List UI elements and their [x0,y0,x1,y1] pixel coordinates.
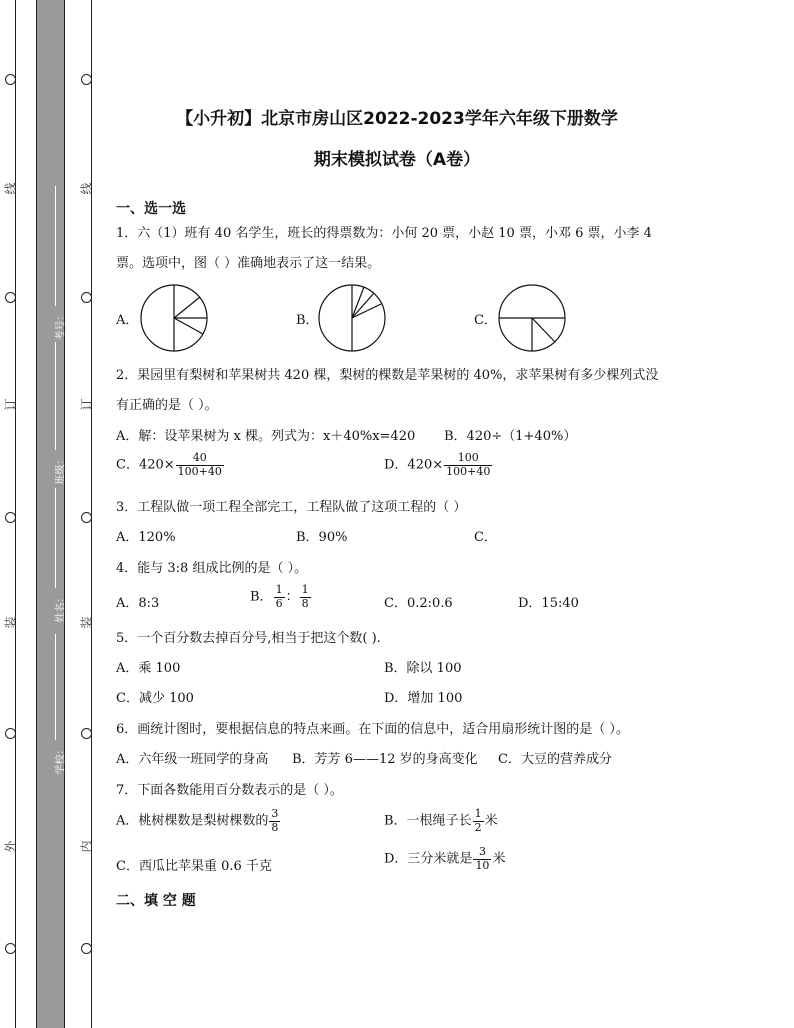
margin-label-xian-outer: 线 [3,182,18,195]
question-1-line-1: 1．六（1）班有 40 名学生，班长的得票数为：小何 20 票，小赵 10 票，小邓 6 票，小李 4 [116,226,652,241]
field-label-class: 班级： [55,454,67,485]
q2-option-d-fraction [444,452,492,478]
q2-option-a: A．解：设苹果树为 x 棵。列式为：x＋40%x=420 [116,429,416,444]
fraction-denominator: 10 [475,858,490,872]
q1-pie-chart-a [139,283,209,353]
q3-option-c: C． [474,530,497,545]
q1-option-c-label: C． [474,313,497,328]
q7-option-c: C．西瓜比苹果重 0.6 千克 [116,859,272,874]
margin-label-xian-inner: 线 [79,182,94,195]
fraction-numerator: 1 [301,583,309,596]
q4-option-a: A．8:3 [116,596,160,611]
q4-option-c: C．0.2:0.6 [384,596,453,611]
q4-option-b-separator: ： [285,589,299,605]
q7-option-b-text: B．一根绳子长 [384,813,472,829]
field-label-school: 学校： [55,744,67,775]
field-line-name[interactable] [55,488,56,588]
binding-hole [5,74,16,85]
fraction-denominator: 100+40 [177,464,222,478]
binding-hole [81,512,92,523]
fraction-denominator: 100+40 [446,464,491,478]
q7-option-a-text: A．桃树棵数是梨树棵数的 [116,813,269,829]
question-7-line-1: 7．下面各数能用百分数表示的是（ ）。 [116,783,343,798]
q5-option-b: B．除以 100 [384,661,462,676]
q7-option-a-fraction [269,808,280,834]
margin-label-ding-outer: 订 [3,398,18,411]
q4-option-b-prefix: B． [250,589,273,605]
field-line-exam-number[interactable] [55,186,56,306]
q1-pie-chart-b [317,283,387,353]
q5-option-d: D．增加 100 [384,691,463,706]
q7-option-d [384,846,505,872]
section-heading-2: 二、填 空 题 [116,893,196,909]
q2-option-c-fraction [176,452,224,478]
binding-hole [81,74,92,85]
binding-hole [81,292,92,303]
q7-option-b-fraction [473,808,484,834]
q4-option-d: D．15:40 [518,596,579,611]
q1-pie-chart-c [497,283,567,353]
fraction-numerator: 100 [444,452,492,466]
q7-option-d-unit: 米 [492,851,506,867]
q1-option-a-label: A． [116,313,139,328]
question-1-line-2: 票。选项中，图（ ）准确地表示了这一结果。 [116,256,381,271]
page-subtitle: 期末模拟试卷（A卷） [313,150,481,170]
field-label-name: 姓名： [55,592,67,623]
q4-option-b-fraction-2 [300,584,311,610]
binding-hole [81,728,92,739]
binding-hole [5,292,16,303]
margin-label-ding-inner: 订 [79,398,94,411]
margin-label-zhuang-outer: 装 [3,616,18,629]
q2-option-c-prefix: C．420× [116,457,175,473]
binding-hole [81,943,92,954]
fraction-numerator: 1 [275,583,283,596]
binding-hole [5,728,16,739]
question-2-line-2: 有正确的是（ ）。 [116,398,218,413]
section-heading-1: 一、选一选 [116,201,186,217]
q6-option-a: A．六年级一班同学的身高 [116,752,269,767]
q7-option-b-unit: 米 [484,813,498,829]
binding-hole [5,943,16,954]
binding-hole [5,512,16,523]
q7-option-a [116,808,281,834]
q4-option-b-fraction-1 [274,584,285,610]
question-4-line-1: 4．能与 3:8 组成比例的是（ ）。 [116,561,308,576]
field-line-school[interactable] [55,634,56,740]
page-title: 【小升初】北京市房山区2022-2023学年六年级下册数学 [176,109,618,129]
question-3-line-1: 3．工程队做一项工程全部完工，工程队做了这项工程的（ ） [116,500,467,515]
q5-option-c: C．减少 100 [116,691,194,706]
q1-option-b-label: B． [296,313,319,328]
fraction-denominator: 6 [275,596,283,610]
q3-option-a: A．120% [116,530,176,545]
q6-option-c: C．大豆的营养成分 [498,752,612,767]
fraction-denominator: 2 [474,820,482,834]
fraction-numerator: 3 [271,807,279,820]
q2-option-c [116,452,225,478]
q2-option-b: B．420÷（1+40%） [444,429,577,444]
fraction-numerator: 3 [473,846,491,860]
field-label-exam-number: 考号： [55,310,67,341]
fraction-numerator: 1 [474,807,482,820]
q2-option-d-prefix: D．420× [384,457,444,473]
q7-option-d-fraction [473,846,491,872]
margin-label-zhuang-inner: 装 [79,616,94,629]
margin-label-wai: 外 [3,840,18,853]
q5-option-a: A．乘 100 [116,661,181,676]
question-5-line-1: 5．一个百分数去掉百分号,相当于把这个数( ). [116,631,381,646]
q3-option-b: B．90% [296,530,348,545]
q7-option-d-text: D．三分米就是 [384,851,473,867]
field-line-class[interactable] [55,342,56,450]
fraction-denominator: 8 [271,820,279,834]
question-2-line-1: 2．果园里有梨树和苹果树共 420 棵，梨树的棵数是苹果树的 40%，求苹果树有多少棵列式没 [116,368,659,383]
fraction-denominator: 8 [301,596,309,610]
q7-option-b [384,808,498,834]
question-6-line-1: 6．画统计图时，要根据信息的特点来画。在下面的信息中，适合用扇形统计图的是（ ）。 [116,722,629,737]
q4-option-b [250,584,312,610]
margin-label-nei: 内 [79,840,94,853]
fraction-numerator: 40 [176,452,224,466]
q2-option-d [384,452,493,478]
q6-option-b: B．芳芳 6——12 岁的身高变化 [292,752,478,767]
